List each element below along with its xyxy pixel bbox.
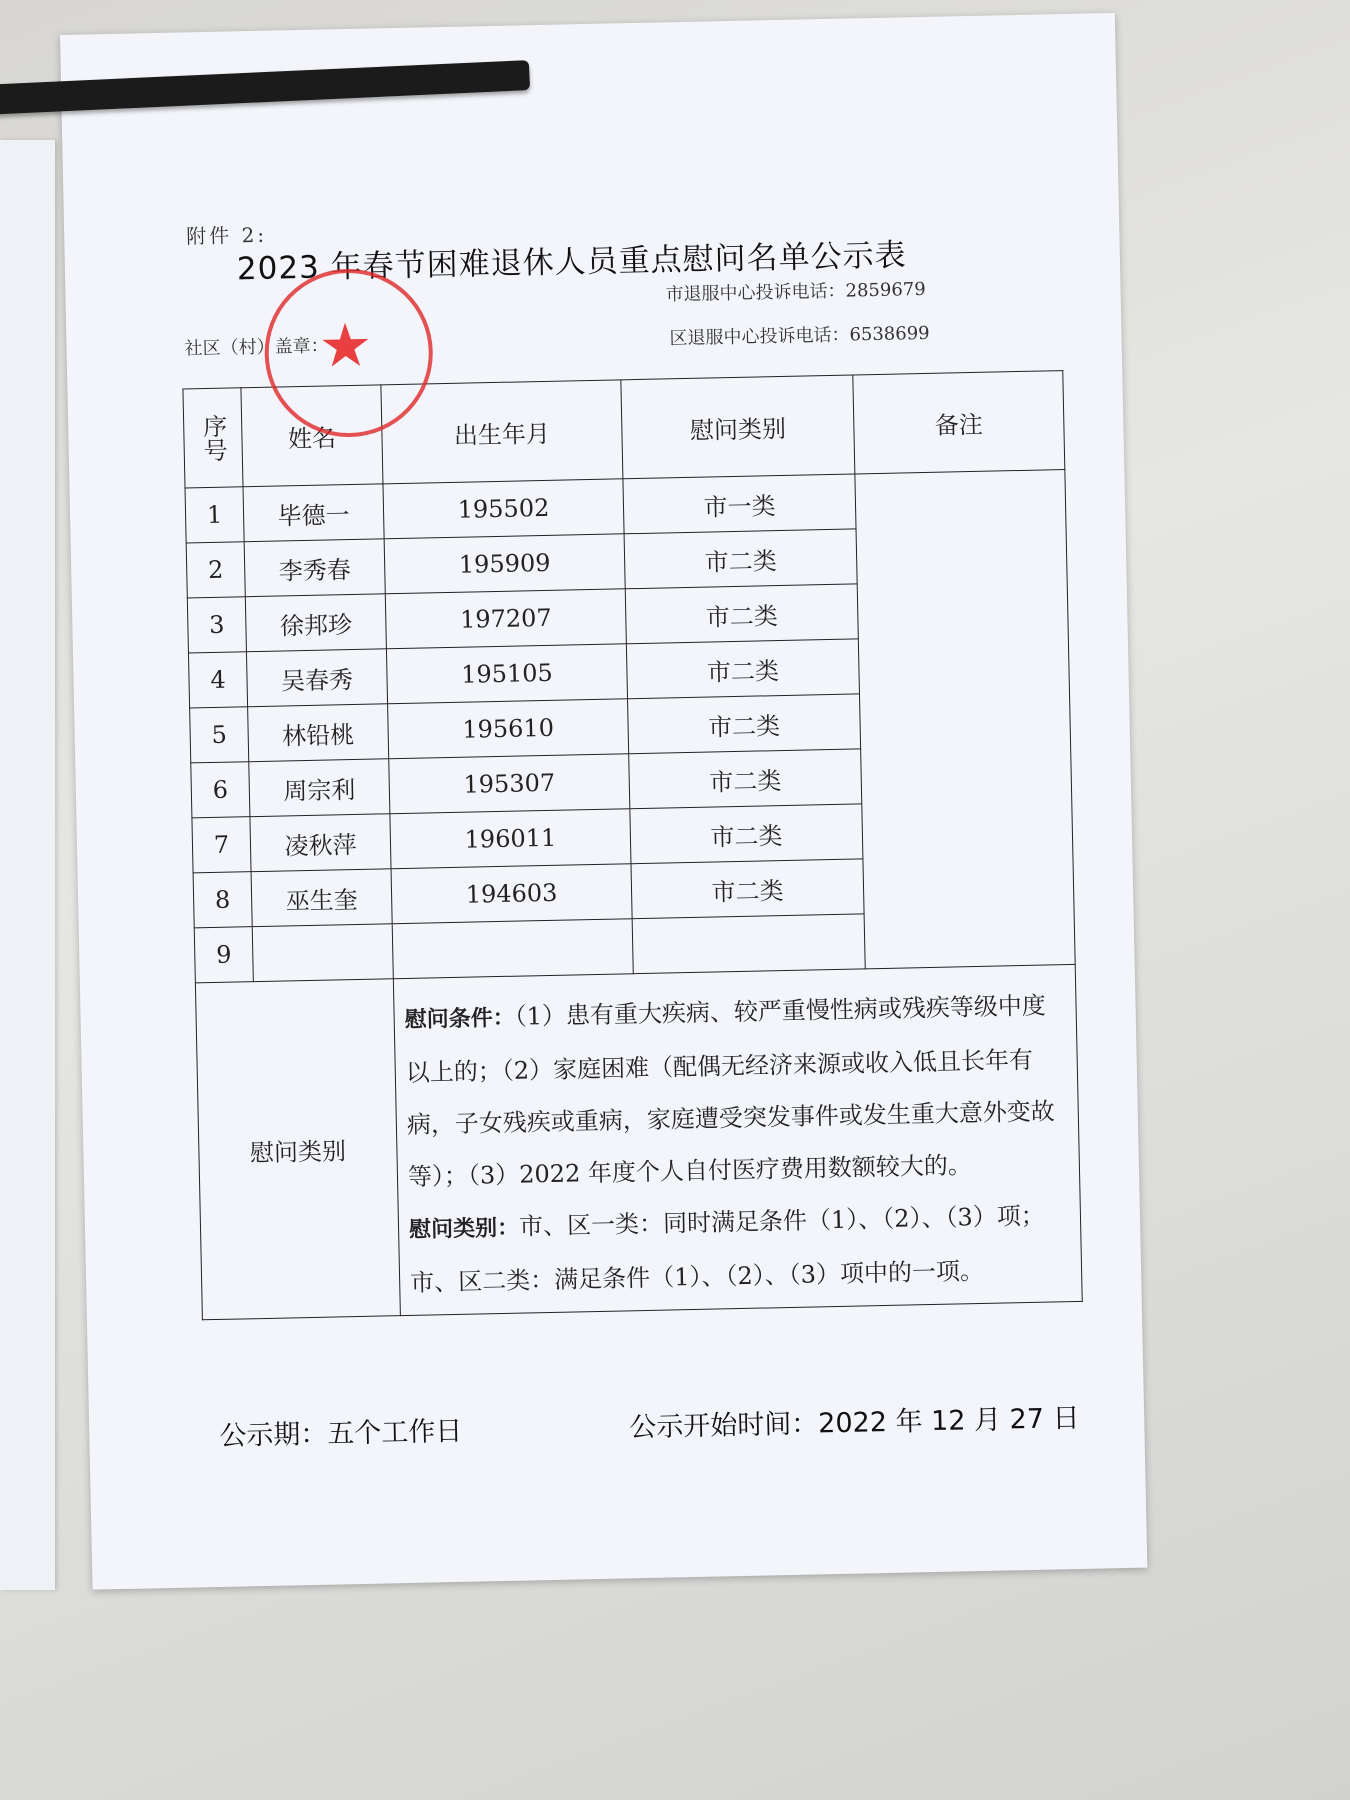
row-no: 5 [190,707,249,763]
notice-start-date: 公示开始时间：2022 年 12 月 27 日 [628,1402,1080,1444]
row-name: 凌秋萍 [250,814,391,872]
community-seal-label: 社区（村）盖章： [184,335,329,360]
row-no: 1 [185,487,244,543]
row-no: 3 [187,597,246,653]
category-section-label: 慰问类别 [195,979,400,1320]
row-birth: 196011 [390,809,631,869]
header-note: 备注 [853,371,1065,474]
adjacent-paper-sheet [0,140,55,1590]
row-category: 市二类 [629,749,862,809]
note-cell [855,470,1075,969]
header-birth: 出生年月 [381,380,623,484]
row-birth: 194603 [391,864,632,924]
row-category: 市二类 [628,694,861,754]
page-title: 2023 年春节困难退休人员重点慰问名单公示表 [236,237,907,288]
row-birth: 195105 [386,644,627,704]
row-category: 市二类 [624,529,857,589]
header-name: 姓名 [241,385,383,487]
row-no: 9 [194,927,253,983]
types-title: 慰问类别： [408,1215,520,1243]
row-no: 4 [188,652,247,708]
row-category: 市二类 [631,859,864,919]
category-conditions [393,964,1082,1315]
row-name [252,924,393,982]
conditions-title: 慰问条件： [404,1005,515,1033]
row-birth: 197207 [385,589,626,649]
row-category: 市二类 [626,639,859,699]
types-text: 市、区一类：同时满足条件（1）、（2）、（3）项；市、区二类：满足条件（1）、（2）、（3）项中的一项。 [409,1201,1046,1297]
row-name: 林铅桃 [248,704,389,762]
header-category: 慰问类别 [621,375,855,479]
row-name: 毕德一 [243,484,384,542]
notice-paper [60,13,1147,1590]
row-no: 8 [193,872,252,928]
row-name: 周宗利 [249,759,390,817]
row-no: 2 [186,542,245,598]
row-birth: 195307 [389,754,630,814]
row-birth: 195610 [388,699,629,759]
annex-label: 附件 2: [185,222,268,249]
row-category: 市二类 [630,804,863,864]
conditions-text: （1）患有重大疾病、较严重慢性病或残疾等级中度以上的；（2）家庭困难（配偶无经济来源或收入低且长年有病，子女残疾或重病，家庭遭受突发事件或发生重大意外变故等）；（3）2022 年度个人自付医疗费用数额较大的。 [405,991,1056,1191]
category-section-row [195,964,1082,1319]
row-category [632,914,865,974]
recipient-table [182,370,1082,1320]
row-name: 巫生奎 [251,869,392,927]
row-no: 6 [191,762,250,818]
header-no: 序号 [183,388,243,488]
row-name: 李秀春 [244,539,385,597]
row-category: 市二类 [625,584,858,644]
notice-period: 公示期：五个工作日 [219,1415,463,1452]
district-complaint-phone: 区退服中心投诉电话：6538699 [669,322,930,350]
row-no: 7 [192,817,251,873]
row-name: 徐邦珍 [245,594,386,652]
row-birth [392,919,633,979]
star-icon: ★ [317,310,374,382]
row-name: 吴春秀 [246,649,387,707]
row-birth: 195909 [384,534,625,594]
row-birth: 195502 [383,479,624,539]
city-complaint-phone: 市退服中心投诉电话：2859679 [665,278,926,306]
row-category: 市一类 [623,474,856,534]
